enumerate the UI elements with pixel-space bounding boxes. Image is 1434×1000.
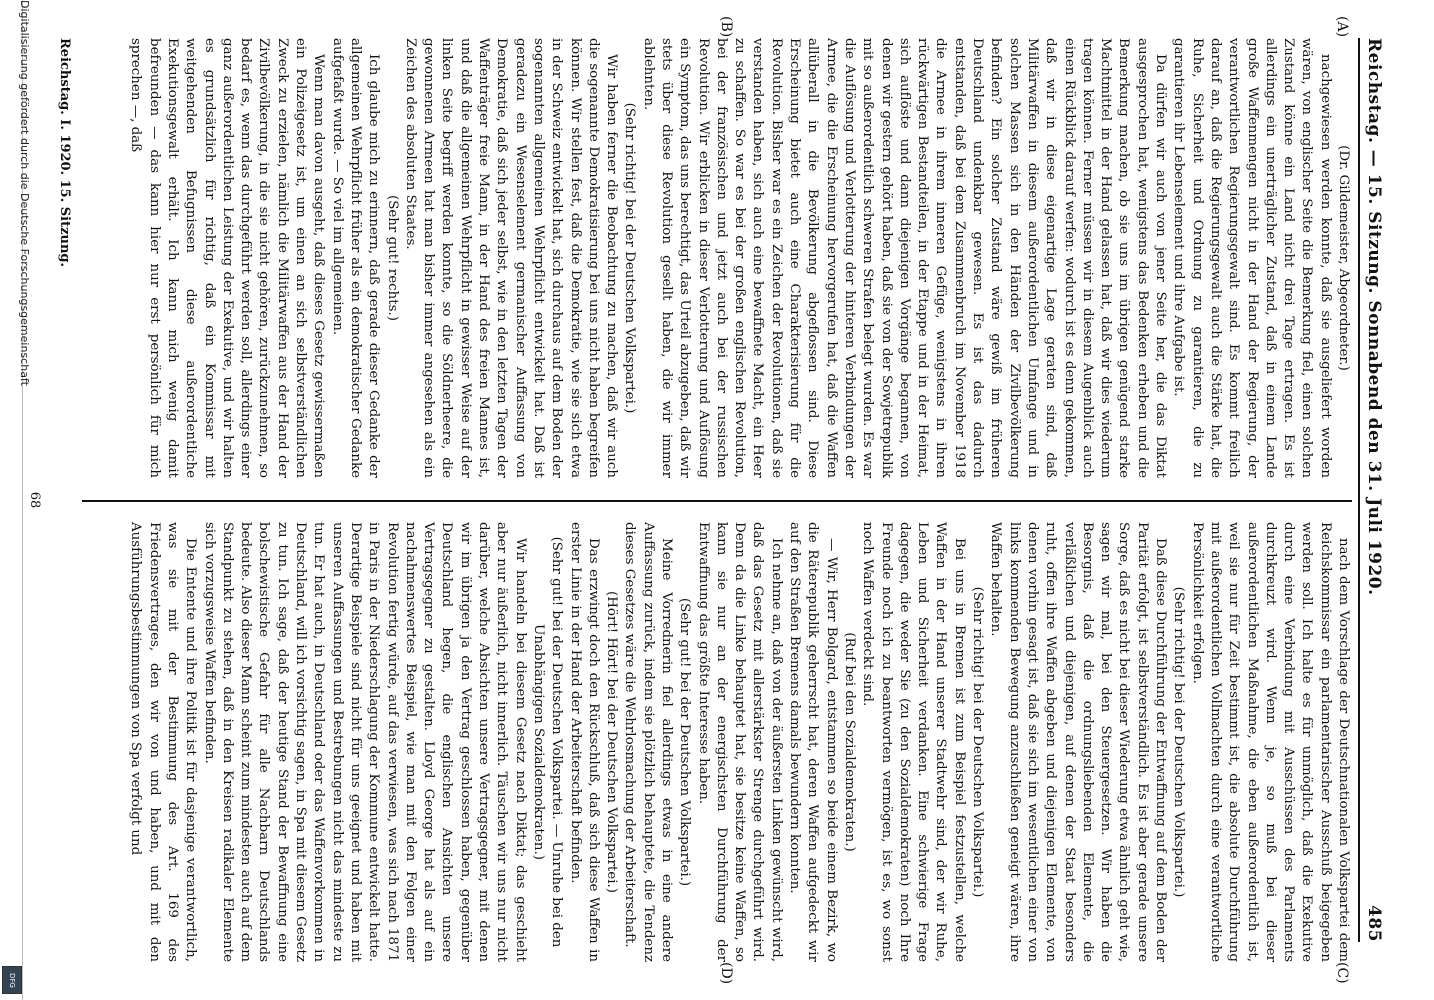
paragraph: Bei uns in Bremen ist zum Beispiel festzustellen, welche Waffen in der Hand unserer Stadtwehr sind, der wir Ruhe, Leben und Sicherheit verdanken. Eine schwierige Frage dagegen, die weder Sie (zu den Sozialdemokraten) noch Ihre Freunde noch ich zu beantworten vermögen, ist es, wo sonst noch Waffen verdeckt sind. bbox=[860, 522, 967, 962]
header-rule bbox=[1358, 38, 1360, 942]
digitization-credit: Digitalisierung gefördert durch die Deutsche Forschungsgemeinschaft bbox=[18, 0, 31, 386]
dfg-logo: DFG bbox=[2, 966, 22, 994]
header-title: Reichstag. — 15. Sitzung. Sonnabend den 31. Juli 1920. bbox=[1364, 38, 1384, 596]
page-header bbox=[1364, 38, 1398, 942]
column-divider bbox=[82, 500, 1352, 502]
paragraph: Da dürfen wir auch von jener Seite her, die das Diktat ausgesprochen hat, wenigstens das Bedenken erheben und die Bemerkung machen, ob sie uns im übrigen genügend starke Machtmittel in der Hand gelassen hat, daß wir dies wiederum tragen können. Ferner müssen wir in diesem Augenblick auch einen Rückblick darauf werfen: wodurch ist es denn gekommen, daß wir in diese eigenartige Lage geraten sind, daß Militärwaffen in diesem außerordentlichen Umfange und in solchen Massen sich in den Händen der Zivilbevölkerung befinden? Ein solcher Zustand wäre gewiß im früheren Deutschland undenkbar gewesen. Es ist das dadurch entstanden, daß bei dem Zusammenbruch im November 1918 die Armee in ihrem inneren Gefüge, wenigstens in ihren rückwärtigen Bestandteilen, in der Etappe und in der Heimat, sich auflöste und dann diejenigen Vorgänge begannen, von denen wir gestern gehört haben, daß sie von der Sowjetrepublik mit so außerordentlich schweren Strafen belegt wurden. Es war die Auflösung und Verlotterung der hinteren Verbindungen der Armee, die die Erscheinung hervorgerufen hat, daß die Waffen allüberall in die Bevölkerung abgeflossen sind. Diese Erscheinung bietet auch eine Charakterisierung für die Revolution. Bisher war es ein Zeichen der Revolutionen, daß sie verstanden haben, sich auch eine bewaffnete Macht, ein Heer zu schaffen. So war es bei der großen englischen Revolution, bei der französischen und jetzt auch bei der russischen Revolution. Wir erblicken in dieser Verlotterung und Auflösung ein Symptom, das uns berechtigt, das Urteil abzugeben, daß wir stets über diese Revolution gesellt haben, die wir immer ablehnten. bbox=[640, 38, 1169, 478]
paragraph: Meine Vorrednerin fiel allerdings etwas in eine andere Auffassung zurück, indem sie plötzlich behauptete, die Tendenz dieses Gesetzes wäre die Wehrlosmachung der Arbeiterschaft. bbox=[622, 522, 675, 962]
paragraph: Wenn man davon ausgeht, daß dieses Gesetz gewissermaßen ein Polizeigesetz ist, um einen an sich selbstverständlichen Zweck zu erzielen, nämlich die Militärwaffen aus der Hand der Zivilbevölkerung, in die sie nicht gehören, zurückzunehmen, so bedarf es, wenn das durchgeführt werden soll, allerdings einer ganz außerordentlichen Leistung der Exekutive, und wir halten es grundsätzlich für richtig, daß ein Kommissar mit weitgehenden Befugnissen diese außerordentliche Exekutionsgewalt erhält. Ich kann mich wenig damit befreunden — das kann hier nur erst persönlich für mich sprechen —, daß bbox=[128, 38, 327, 478]
paragraph: (Hört! Hört! bei der Deutschen Volkspartei.) bbox=[604, 591, 620, 893]
paragraph: (Dr. Gildemeister, Abgeordneter.) bbox=[1336, 145, 1351, 371]
margin-marker-d: (D) bbox=[718, 962, 734, 985]
paragraph: nach dem Vorschlage der Deutschnationalen Volkspartei dem Reichskommissar ein parlamentarischer Ausschuß beigegeben werden soll. Ich halte es für unmöglich, daß die Exekutive durch eine Verbindung mit Ausschüssen des Parlaments durchkreuzt wird. Wenn je, so muß bei dieser außerordentlichen Maßnahme, die eben außerordentlich ist, weil sie nur für Zeit bestimmt ist, die absolute Durchführung mit außerordentlichen Vollmachten durch eine verantwortliche Persönlichkeit erfolgen. bbox=[1189, 522, 1351, 962]
margin-marker-c: (C) bbox=[1334, 962, 1350, 984]
margin-marker-b: (B) bbox=[718, 16, 734, 38]
paragraph: Das erzwingt doch den Rückschluß, daß sich diese Waffen in erster Linie in der Hand der Arbeiterschaft befinden. bbox=[567, 522, 601, 962]
footer-page-number: 68 bbox=[27, 491, 42, 509]
paragraph: Ich glaube mich zu erinnern, daß gerade dieser Gedanke der allgemeinen Wehrpflicht früher als ein demokratischer Gedanke aufgefaßt wurde. — So viel im allgemeinen. bbox=[329, 38, 382, 478]
page-number: 485 bbox=[1364, 905, 1384, 942]
paragraph: Die Entente und ihre Politik ist für dasjenige verantwortlich, was sie mit der Bestimmung des Art. 169 des Friedensvertrages, den wir von und haben, und mit den Ausführungsbestimmungen von Spa verfolgt und bbox=[128, 522, 199, 962]
margin-marker-a: (A) bbox=[1334, 16, 1350, 38]
paragraph: (Sehr gut! bei der Deutschen Volkspartei.) bbox=[677, 597, 693, 887]
left-column bbox=[82, 38, 1352, 478]
paragraph: (Sehr richtig! bei der Deutschen Volkspartei.) bbox=[1171, 586, 1187, 898]
paragraph: (Ruf bei den Sozialdemokraten.) bbox=[841, 632, 857, 852]
paragraph: (Sehr richtig! bei der Deutschen Volkspartei.) bbox=[622, 102, 638, 414]
paragraph: (Sehr richtig! bei der Deutschen Volkspartei.) bbox=[970, 586, 986, 898]
paragraph: Daß diese Durchführung der Entwaffnung auf dem Boden der Parität erfolgt, ist selbstverständlich. Es ist aber gerade unsere Sorge, daß es nicht bei dieser Wiederung etwa ähnlich geht wie, sagen wir mal, bei den Steuergesetzen. Wir haben die Besorgnis, daß die ordnungsliebenden Elemente, die verläßlichen und diejenigen, auf denen der Staat besonders ruht, offen ihre Waffen abgeben und diejenigen Elemente, von denen vorhin gesagt ist, daß sie sich im wesentlichen einer von links kommenden Bewegung anzuschließen geneigt wären, ihre Waffen behalten. bbox=[988, 522, 1169, 962]
paragraph: (Sehr gut! rechts.) bbox=[384, 194, 400, 321]
paragraph: — Wir, Herr Bolgard, entstammen so beide einem Bezirk, wo die Räterepublik geherrscht hat, deren Waffen aufgedeckt wir auf den Straßen Bremens damals bewundern konnten. bbox=[787, 522, 839, 962]
right-column bbox=[82, 522, 1352, 962]
digitization-sidebar bbox=[0, 0, 31, 1000]
paragraph: Ich nehme an, daß von der äußersten Linken gewünscht wird, daß das Gesetz mit allerstärkster Strenge durchgeführt wird. Denn da die Linke behauptet hat, sie besitze keine Waffen, so kann sie nur an der energischsten Durchführung der Entwaffnung das größte Interesse haben. bbox=[695, 522, 784, 962]
paragraph: (Sehr gut! bei der Deutschen Volkspartei. — Unruhe bei den Unabhängigen Sozialdemokraten.) bbox=[530, 536, 565, 948]
paragraph: Wir handeln bei diesem Gesetz nach Diktat; das geschieht aber nur äußerlich, nicht innerlich. Täuschen wir uns nur nicht darüber, welche Absichten unsere Vertragsgegner, mit denen wir im übrigen ja den Vertrag geschlossen haben, gegenüber Deutschland hegen, die englischen Ansichten unsere Vertragsgegner zu gestalten. Lloyd George hat als auf ein nachahmenswertes Beispiel, wie man mit den Folgen einer Revolution fertig würde, auf das verwiesen, was sich nach 1871 in Paris in der Niederschlagung der Kommune entwickelt hatte. Derartige Beispiele sind nicht für uns geeignet und haben mit unseren Auffassungen und Bestrebungen nicht das mindeste zu tun. Er hat auch, in Deutschland oder das Waffenvorkommen in Deutschland, will ich vorsichtig sagen, in Spa mit diesem Gesetz zu tun. Ich sage, daß der heutige Stand der Bewaffnung eine bolschewistische Gefahr für alle Nachbarn Deutschlands bedeute. Also dieser Mann scheint zum mindesten auch auf dem Standpunkt zu stehen, daß in den Kreisen radikaler Elemente sich vorzugsweise Waffen befinden. bbox=[201, 522, 528, 962]
page-footer: Reichstag. I. 1920. 15. Sitzung. bbox=[57, 38, 72, 268]
paragraph: Wir haben ferner die Beobachtung zu machen, daß wir auch die sogenannte Demokratisierung bei uns nicht haben begreifen können. Wir stellen fest, daß die Demokratie, wie sie sich etwa in der Schweiz entwickelt hat, sich durchaus auf dem Boden der sogenannten allgemeinen Wehrpflicht entwickelt hat. Daß ist geradezu ein Wesenselement germanischer Auffassung von Demokratie, daß sich jeder selbst, wie in den letzten Tagen der Waffenträger freie Mann, in der Hand des freien Mannes ist, und daß die allgemeinen Wehrpflicht in gewisser Weise auf der linken Seite begriff werden konnte, so die Söldnerheere, die gewonnenen Armeen hat man bisher immer angesehen als ein Zeichen des absoluten Staates. bbox=[402, 38, 620, 478]
paragraph: nachgewiesen werden konnte, daß sie ausgeliefert worden wären, von englischer Seite die Bemerkung fiel, einen solchen Zustand könne ein Land nicht drei Tage ertragen. Es ist allerdings ein unerträglicher Zustand, daß in einem Lande große Waffenmengen nicht in der Hand der Regierung, der verantwortlichen Regierungsgewalt sind. Es kommt freilich darauf an, daß die Regierungsgewalt auch die Stärke hat, die Ruhe, Sicherheit und Ordnung zu garantieren, die zu garantieren ihr Lebenselement und ihre Aufgabe ist. bbox=[1171, 38, 1333, 478]
